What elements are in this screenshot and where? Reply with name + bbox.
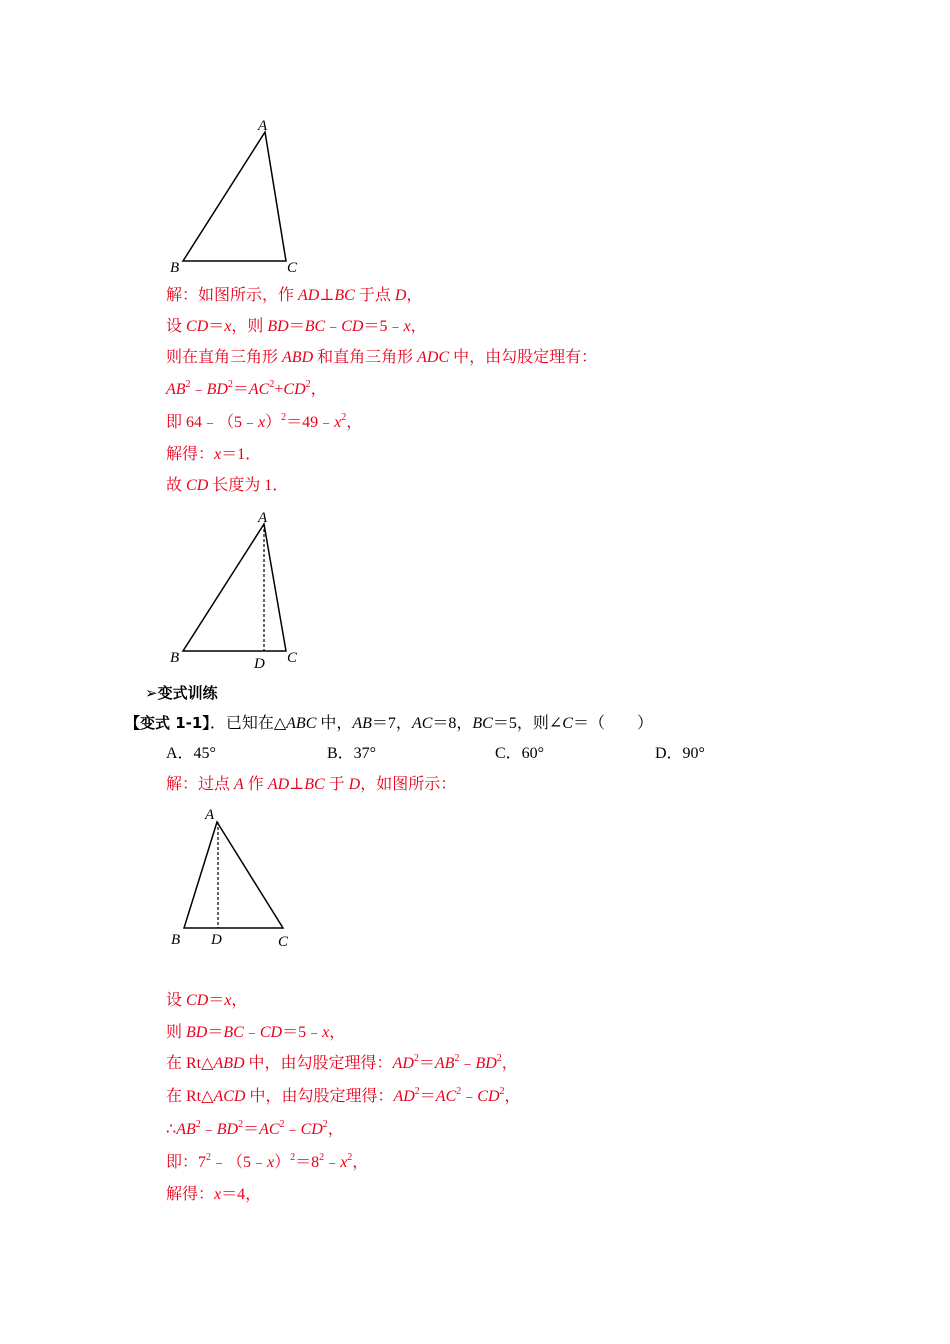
option-d: D．90° <box>655 745 705 762</box>
solution2-line-1: 解：过点 A 作 AD⊥BC 于 D，如图所示： <box>166 776 457 793</box>
solution1-line-2: 设 CD＝x，则 BD＝BC﹣CD＝5﹣x， <box>166 318 427 335</box>
triangle-abc <box>184 822 283 928</box>
solution1-line-5: 即 $64﹣(5﹣x)^2=49﹣x^2$， <box>166 412 363 431</box>
vertex-label-c: C <box>287 260 298 276</box>
triangle-abc <box>183 524 286 651</box>
question-tag: 【变式 1-1】 <box>125 714 210 732</box>
solution1-line-4: $AB^2﹣BD^2=AC^2+CD^2$， <box>166 379 327 398</box>
triangle-figure-2 <box>160 502 310 672</box>
vertex-label-b: B <box>171 932 181 948</box>
vertex-label-a: A <box>205 807 215 823</box>
vertex-label-a: A <box>258 510 268 526</box>
solution1-line-3: 则在直角三角形 ABD 和直角三角形 ADC 中，由勾股定理有： <box>166 349 598 366</box>
solution2-line-3: 则 BD＝BC﹣CD＝5﹣x， <box>166 1024 346 1041</box>
option-c: C．60° <box>495 745 545 762</box>
option-b: B．37° <box>327 745 377 762</box>
solution2-line-4: 在 Rt△ABD 中，由勾股定理得：$AD^2=AB^2﹣BD^2$， <box>166 1053 518 1072</box>
vertex-label-a: A <box>258 118 268 134</box>
vertex-label-c: C <box>278 934 289 950</box>
vertex-label-b: B <box>170 650 180 666</box>
section-heading: ➢变式训练 <box>145 684 218 702</box>
solution2-line-7: 即：$7^2﹣(5﹣x)^2=8^2﹣x^2$， <box>166 1152 369 1171</box>
solution2-line-2: 设 CD＝x， <box>166 992 248 1009</box>
solution1-line-7: 故 CD 长度为 1． <box>166 477 289 494</box>
solution2-line-8: 解得：x＝4， <box>166 1186 262 1203</box>
vertex-label-c: C <box>287 650 298 666</box>
vertex-label-b: B <box>170 260 180 276</box>
triangle-figure-1 <box>160 112 310 282</box>
triangle-figure-3 <box>160 800 310 960</box>
question-variant-1-1: 【变式 1-1】．已知在△ABC 中，AB＝7，AC＝8，BC＝5，则∠C＝（ ） <box>125 714 653 732</box>
foot-label-d: D <box>254 656 265 672</box>
option-a: A．45° <box>166 745 216 762</box>
solution1-line-1: 解：如图所示，作 AD⊥BC 于点 D， <box>166 287 423 304</box>
solution1-line-6: 解得：x＝1． <box>166 446 262 463</box>
solution2-line-5: 在 Rt△ACD 中，由勾股定理得：$AD^2=AC^2﹣CD^2$， <box>166 1086 521 1105</box>
solution2-line-6: $\therefore AB^2﹣BD^2=AC^2﹣CD^2$， <box>166 1119 344 1138</box>
triangle-abc <box>183 132 286 261</box>
foot-label-d: D <box>211 932 222 948</box>
